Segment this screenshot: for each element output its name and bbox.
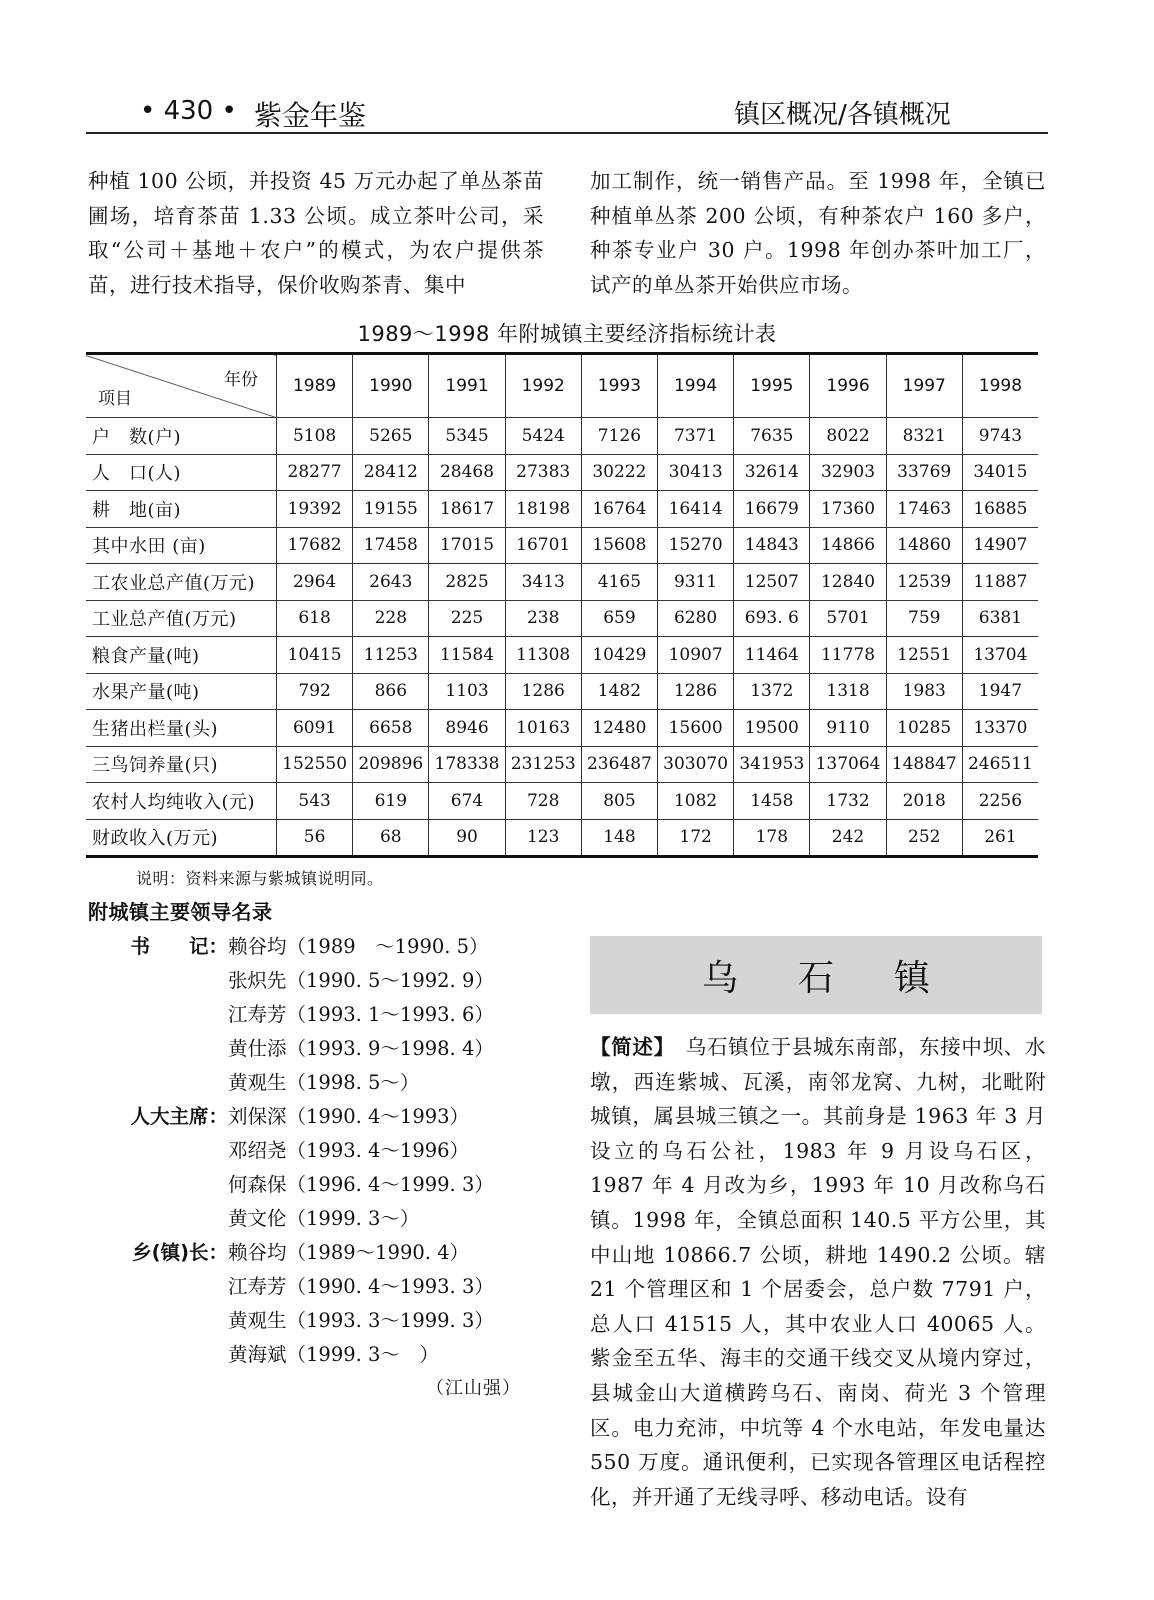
table-cell: 17458	[353, 527, 429, 564]
table-cell: 10429	[581, 637, 657, 674]
table-row	[86, 783, 1038, 820]
table-cell: 28468	[429, 454, 505, 491]
table-cell: 2256	[962, 783, 1038, 820]
header-rule	[86, 132, 1048, 134]
town-title: 乌石镇	[701, 957, 990, 999]
table-cell: 15270	[658, 527, 734, 564]
table-cell: 619	[353, 783, 429, 820]
row-label: 水果产量(吨)	[86, 673, 277, 710]
row-label: 财政收入(万元)	[86, 819, 277, 857]
table-cell: 32614	[734, 454, 810, 491]
corner-year-label: 年份	[224, 370, 258, 390]
table-cell: 225	[429, 600, 505, 637]
table-cell: 12539	[886, 564, 962, 601]
table-cell: 17360	[810, 491, 886, 528]
table-row	[86, 564, 1038, 601]
table-cell: 6658	[353, 710, 429, 747]
leader-entry: 邓绍尧（1993. 4～1996）	[228, 1139, 470, 1162]
table-cell: 252	[886, 819, 962, 857]
leader-group	[100, 1100, 494, 1236]
leader-entry: 张炽先（1990. 5～1992. 9）	[228, 969, 494, 992]
table-cell: 1458	[734, 783, 810, 820]
table-cell: 10415	[277, 637, 353, 674]
table-cell: 178338	[429, 746, 505, 783]
table-cell: 1482	[581, 673, 657, 710]
table-cell: 13370	[962, 710, 1038, 747]
table-cell: 15608	[581, 527, 657, 564]
table-cell: 18617	[429, 491, 505, 528]
leader-entry: 黄观生（1993. 3～1999. 3）	[228, 1309, 494, 1332]
table-cell: 543	[277, 783, 353, 820]
leader-group	[100, 1236, 494, 1372]
table-cell: 19392	[277, 491, 353, 528]
table-cell: 11778	[810, 637, 886, 674]
table-cell: 3413	[505, 564, 581, 601]
leader-entry: 赖谷均（1989～1990. 4）	[228, 1241, 470, 1264]
table-cell: 16885	[962, 491, 1038, 528]
table-cell: 659	[581, 600, 657, 637]
table-cell: 792	[277, 673, 353, 710]
leader-role: 乡(镇)长：	[132, 1241, 228, 1264]
table-row	[86, 710, 1038, 747]
table-cell: 728	[505, 783, 581, 820]
table-cell: 12480	[581, 710, 657, 747]
table-cell: 12551	[886, 637, 962, 674]
table-cell: 674	[429, 783, 505, 820]
table-cell: 246511	[962, 746, 1038, 783]
table-cell: 10285	[886, 710, 962, 747]
table-cell: 231253	[505, 746, 581, 783]
leader-entry: 黄海斌（1999. 3～ ）	[228, 1343, 439, 1366]
table-cell: 18198	[505, 491, 581, 528]
table-header-row	[86, 354, 1038, 418]
table-cell: 7635	[734, 418, 810, 455]
table-cell: 34015	[962, 454, 1038, 491]
table-cell: 15600	[658, 710, 734, 747]
leader-role: 人大主席：	[130, 1105, 228, 1128]
table-cell: 11308	[505, 637, 581, 674]
row-label: 生猪出栏量(头)	[86, 710, 277, 747]
table-cell: 1732	[810, 783, 886, 820]
table-row	[86, 418, 1038, 455]
table-cell: 28277	[277, 454, 353, 491]
table-cell: 5345	[429, 418, 505, 455]
town-article	[590, 1030, 1046, 1514]
row-label: 耕 地(亩)	[86, 491, 277, 528]
table-row	[86, 819, 1038, 857]
table-corner-cell	[86, 354, 277, 418]
table-row	[86, 746, 1038, 783]
leaders-roster	[100, 930, 494, 1372]
table-cell: 68	[353, 819, 429, 857]
table-cell: 8321	[886, 418, 962, 455]
table-cell: 17463	[886, 491, 962, 528]
table-row	[86, 454, 1038, 491]
table-cell: 693. 6	[734, 600, 810, 637]
table-cell: 14907	[962, 527, 1038, 564]
table-cell: 16679	[734, 491, 810, 528]
intro-left-column	[88, 164, 544, 302]
table-cell: 341953	[734, 746, 810, 783]
table-cell: 11887	[962, 564, 1038, 601]
year-header: 1991	[429, 354, 505, 418]
table-cell: 1082	[658, 783, 734, 820]
table-cell: 178	[734, 819, 810, 857]
table-cell: 16764	[581, 491, 657, 528]
table-cell: 7371	[658, 418, 734, 455]
table-cell: 1947	[962, 673, 1038, 710]
table-cell: 2643	[353, 564, 429, 601]
row-label: 其中水田 (亩)	[86, 527, 277, 564]
leader-entry: 何森保（1996. 4～1999. 3）	[228, 1173, 494, 1196]
year-header: 1990	[353, 354, 429, 418]
table-cell: 8946	[429, 710, 505, 747]
year-header: 1989	[277, 354, 353, 418]
row-label: 人 口(人)	[86, 454, 277, 491]
table-cell: 19500	[734, 710, 810, 747]
leader-names	[228, 1100, 494, 1236]
intro-right-column	[590, 164, 1046, 302]
table-title: 1989～1998 年附城镇主要经济指标统计表	[357, 322, 777, 346]
table-cell: 148847	[886, 746, 962, 783]
table-cell: 27383	[505, 454, 581, 491]
table-cell: 1983	[886, 673, 962, 710]
table-cell: 5108	[277, 418, 353, 455]
table-cell: 17682	[277, 527, 353, 564]
table-cell: 5424	[505, 418, 581, 455]
table-cell: 303070	[658, 746, 734, 783]
author-credit: （江山强）	[426, 1378, 521, 1399]
table-cell: 236487	[581, 746, 657, 783]
leader-entry: 黄文伦（1999. 3～）	[228, 1207, 420, 1230]
table-cell: 9311	[658, 564, 734, 601]
row-label: 农村人均纯收入(元)	[86, 783, 277, 820]
table-cell: 10907	[658, 637, 734, 674]
leader-entry: 江寿芳（1993. 1～1993. 6）	[228, 1003, 494, 1026]
table-cell: 1286	[505, 673, 581, 710]
leader-names	[228, 930, 494, 1100]
row-label: 三鸟饲养量(只)	[86, 746, 277, 783]
year-header: 1993	[581, 354, 657, 418]
table-cell: 90	[429, 819, 505, 857]
table-cell: 242	[810, 819, 886, 857]
table-cell: 137064	[810, 746, 886, 783]
table-cell: 14866	[810, 527, 886, 564]
table-cell: 32903	[810, 454, 886, 491]
table-cell: 618	[277, 600, 353, 637]
table-cell: 6381	[962, 600, 1038, 637]
table-cell: 6280	[658, 600, 734, 637]
table-cell: 238	[505, 600, 581, 637]
table-cell: 1372	[734, 673, 810, 710]
table-row	[86, 600, 1038, 637]
table-cell: 152550	[277, 746, 353, 783]
page-number: • 430 •	[140, 96, 237, 126]
leader-names	[228, 1236, 494, 1372]
table-cell: 10163	[505, 710, 581, 747]
table-cell: 172	[658, 819, 734, 857]
leaders-title: 附城镇主要领导名录	[88, 900, 273, 924]
year-header: 1997	[886, 354, 962, 418]
table-row	[86, 637, 1038, 674]
year-header: 1998	[962, 354, 1038, 418]
leader-entry: 江寿芳（1990. 4～1993. 3）	[228, 1275, 494, 1298]
row-label: 户 数(户)	[86, 418, 277, 455]
table-cell: 30222	[581, 454, 657, 491]
table-cell: 13704	[962, 637, 1038, 674]
table-cell: 11584	[429, 637, 505, 674]
table-cell: 1103	[429, 673, 505, 710]
intro-right-text: 加工制作，统一销售产品。至 1998 年，全镇已种植单丛茶 200 公顷，有种茶农户 160 多户，种茶专业户 30 户。1998 年创办茶叶加工厂，试产的单丛茶开始供应市场。	[590, 169, 1046, 297]
table-cell: 1318	[810, 673, 886, 710]
economic-indicators-table	[86, 352, 1038, 858]
table-cell: 209896	[353, 746, 429, 783]
table-row	[86, 491, 1038, 528]
book-title: 紫金年鉴	[254, 99, 367, 132]
year-header: 1996	[810, 354, 886, 418]
table-cell: 30413	[658, 454, 734, 491]
table-cell: 9110	[810, 710, 886, 747]
table-cell: 8022	[810, 418, 886, 455]
table-cell: 9743	[962, 418, 1038, 455]
table-cell: 2825	[429, 564, 505, 601]
table-cell: 28412	[353, 454, 429, 491]
leader-entry: 黄观生（1998. 5～）	[228, 1071, 420, 1094]
table-cell: 123	[505, 819, 581, 857]
table-cell: 19155	[353, 491, 429, 528]
table-cell: 148	[581, 819, 657, 857]
article-lead: 【简述】	[590, 1035, 665, 1059]
row-label: 工业总产值(万元)	[86, 600, 277, 637]
table-cell: 16701	[505, 527, 581, 564]
table-cell: 12507	[734, 564, 810, 601]
year-header: 1992	[505, 354, 581, 418]
table-cell: 5265	[353, 418, 429, 455]
table-note: 说明：资料来源与紫城镇说明同。	[136, 869, 384, 888]
table-cell: 33769	[886, 454, 962, 491]
town-banner	[590, 936, 1042, 1014]
leader-role: 书 记：	[130, 935, 228, 958]
table-row	[86, 527, 1038, 564]
table-body	[86, 418, 1038, 857]
table-cell: 56	[277, 819, 353, 857]
year-header: 1994	[658, 354, 734, 418]
table-cell: 12840	[810, 564, 886, 601]
table-cell: 7126	[581, 418, 657, 455]
year-header: 1995	[734, 354, 810, 418]
table-cell: 805	[581, 783, 657, 820]
table-row	[86, 673, 1038, 710]
table-cell: 11253	[353, 637, 429, 674]
table-cell: 16414	[658, 491, 734, 528]
section-title: 镇区概况/各镇概况	[734, 100, 951, 130]
table-cell: 6091	[277, 710, 353, 747]
table-cell: 1286	[658, 673, 734, 710]
corner-item-label: 项目	[98, 389, 132, 409]
article-body: 乌石镇位于县城东南部，东接中坝、水墩，西连紫城、瓦溪，南邻龙窝、九树，北毗附城镇，属县城三镇之一。其前身是 1963 年 3 月设立的乌石公社，1983 年 9 月设乌石区，1987 年 4 月改为乡，1993 年 10 月改称乌石镇。1998 年，全镇总面积 140.5 平方公里，其中山地 10866.7 公顷，耕地 1490.2 公顷。辖 21 个管理区和 1 个居委会，总户数 7791 户，总人口 41515 人，其中农业人口 40065 人。紫金至五华、海丰的交通干线交叉从境内穿过，县城金山大道横跨乌石、南岗、荷光 3 个管理区。电力充沛，中坑等 4 个水电站，年发电量达 550 万度。通讯便利，已实现各管理区电话程控化，并开通了无线寻呼、移动电话。设有	[590, 1035, 1047, 1509]
table-cell: 14843	[734, 527, 810, 564]
row-label: 粮食产量(吨)	[86, 637, 277, 674]
table-cell: 4165	[581, 564, 657, 601]
intro-left-text: 种植 100 公顷，并投资 45 万元办起了单丛茶苗圃场，培育茶苗 1.33 公顷。成立茶叶公司，采取“公司＋基地＋农户”的模式，为农户提供茶苗，进行技术指导，保价收购茶青、集中	[88, 169, 544, 297]
table-cell: 5701	[810, 600, 886, 637]
table-cell: 2964	[277, 564, 353, 601]
leader-group	[100, 930, 494, 1100]
leader-entry: 黄仕添（1993. 9～1998. 4）	[228, 1037, 494, 1060]
table-cell: 11464	[734, 637, 810, 674]
table-cell: 14860	[886, 527, 962, 564]
table-cell: 759	[886, 600, 962, 637]
leader-entry: 刘保深（1990. 4～1993）	[228, 1105, 470, 1128]
table-cell: 866	[353, 673, 429, 710]
table-cell: 261	[962, 819, 1038, 857]
leader-entry: 赖谷均（1989 ～1990. 5）	[228, 935, 489, 958]
row-label: 工农业总产值(万元)	[86, 564, 277, 601]
table-cell: 2018	[886, 783, 962, 820]
table-cell: 17015	[429, 527, 505, 564]
table-cell: 228	[353, 600, 429, 637]
